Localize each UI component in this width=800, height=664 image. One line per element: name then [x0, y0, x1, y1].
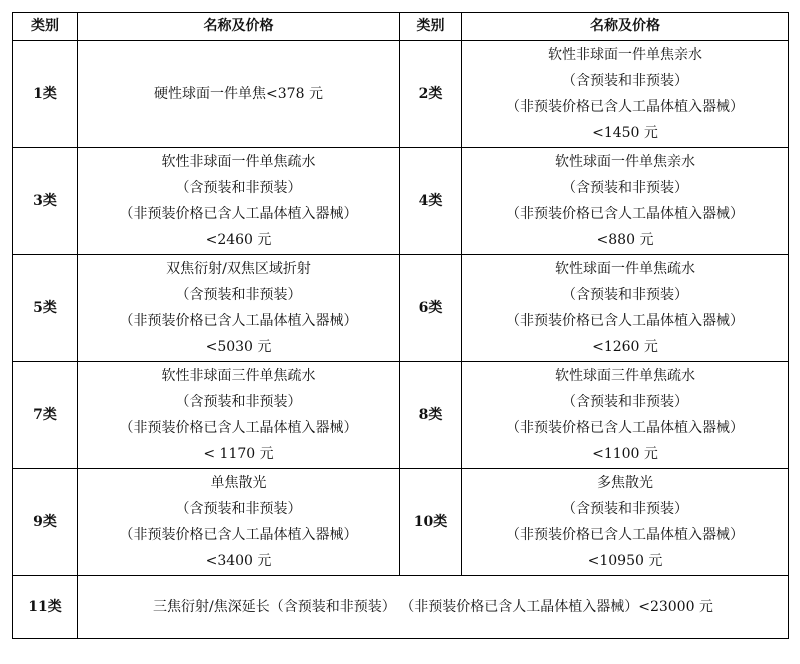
name-price-line: <10950 元	[587, 553, 663, 569]
name-price-line: （含预装和非预装）	[175, 501, 302, 517]
header-category-right: 类别	[400, 13, 462, 41]
name-price-line: （含预装和非预装）	[562, 73, 688, 89]
name-price-line: （含预装和非预装）	[562, 501, 688, 517]
table-row	[13, 362, 789, 469]
name-price-line: 双焦衍射/双焦区域折射	[166, 261, 311, 277]
table-header-row	[13, 13, 789, 41]
name-price-line: （非预装价格已含人工晶体植入器械）	[506, 527, 744, 543]
table-row	[13, 469, 789, 576]
category-cell: 10类	[400, 469, 462, 576]
name-price-line: （非预装价格已含人工晶体植入器械）	[119, 420, 358, 436]
category-cell: 9类	[13, 469, 78, 576]
category-cell: 6类	[400, 255, 462, 362]
name-price-line: <880 元	[596, 232, 654, 248]
name-price-line: <1100 元	[592, 446, 658, 462]
name-price-line: 软性非球面一件单焦亲水	[548, 47, 702, 63]
name-price-line: 单焦散光	[210, 475, 267, 491]
name-price-line: 软性非球面一件单焦疏水	[161, 154, 316, 170]
name-price-cell	[78, 362, 400, 469]
table-row	[13, 41, 789, 148]
name-price-cell	[462, 148, 789, 255]
category-cell: 11类	[13, 576, 78, 639]
category-cell: 3类	[13, 148, 78, 255]
header-category-left: 类别	[13, 13, 78, 41]
name-price-cell	[462, 362, 789, 469]
name-price-line: （含预装和非预装）	[175, 180, 302, 196]
name-price-cell	[78, 41, 400, 148]
category-cell: 7类	[13, 362, 78, 469]
name-price-line: （非预装价格已含人工晶体植入器械）	[506, 206, 744, 222]
name-price-line: （非预装价格已含人工晶体植入器械）	[506, 420, 744, 436]
name-price-cell	[462, 41, 789, 148]
name-price-cell	[78, 255, 400, 362]
name-price-line: <1450 元	[592, 125, 658, 141]
name-price-line: <2460 元	[205, 232, 272, 248]
lens-price-table	[12, 12, 789, 639]
name-price-line: （含预装和非预装）	[562, 180, 688, 196]
name-price-line: （非预装价格已含人工晶体植入器械）	[119, 206, 358, 222]
name-price-cell	[462, 469, 789, 576]
category-cell: 1类	[13, 41, 78, 148]
category-cell: 8类	[400, 362, 462, 469]
name-price-line: 多焦散光	[597, 475, 653, 491]
name-price-line: （非预装价格已含人工晶体植入器械）	[506, 99, 744, 115]
name-price-line: （含预装和非预装）	[175, 287, 302, 303]
name-price-line: <3400 元	[205, 553, 272, 569]
header-name-price-right: 名称及价格	[462, 13, 789, 41]
name-price-line: （非预装价格已含人工晶体植入器械）	[119, 527, 358, 543]
table-body	[13, 41, 789, 639]
name-price-line: <5030 元	[205, 339, 272, 355]
table-row	[13, 255, 789, 362]
name-price-line: （含预装和非预装）	[175, 394, 302, 410]
category-cell: 5类	[13, 255, 78, 362]
name-price-line: < 1170 元	[203, 446, 274, 462]
name-price-line: （含预装和非预装）	[562, 287, 688, 303]
name-price-cell	[78, 469, 400, 576]
table-row	[13, 148, 789, 255]
name-price-line: （含预装和非预装）	[562, 394, 688, 410]
name-price-cell	[462, 255, 789, 362]
name-price-line: （非预装价格已含人工晶体植入器械）	[506, 313, 744, 329]
category-cell: 2类	[400, 41, 462, 148]
table-row-11	[13, 576, 789, 639]
name-price-line: 软性球面三件单焦疏水	[555, 368, 695, 384]
header-name-price-left: 名称及价格	[78, 13, 400, 41]
name-price-cell	[78, 148, 400, 255]
name-price-line: 软性球面一件单焦疏水	[555, 261, 695, 277]
name-price-line: 硬性球面一件单焦<378 元	[154, 86, 323, 102]
name-price-line: 软性球面一件单焦亲水	[555, 154, 695, 170]
name-price-cell: 三焦衍射/焦深延长（含预装和非预装） （非预装价格已含人工晶体植入器械）<23000 元	[78, 576, 789, 639]
name-price-line: （非预装价格已含人工晶体植入器械）	[119, 313, 358, 329]
name-price-line: <1260 元	[592, 339, 658, 355]
name-price-line: 软性非球面三件单焦疏水	[161, 368, 316, 384]
category-cell: 4类	[400, 148, 462, 255]
